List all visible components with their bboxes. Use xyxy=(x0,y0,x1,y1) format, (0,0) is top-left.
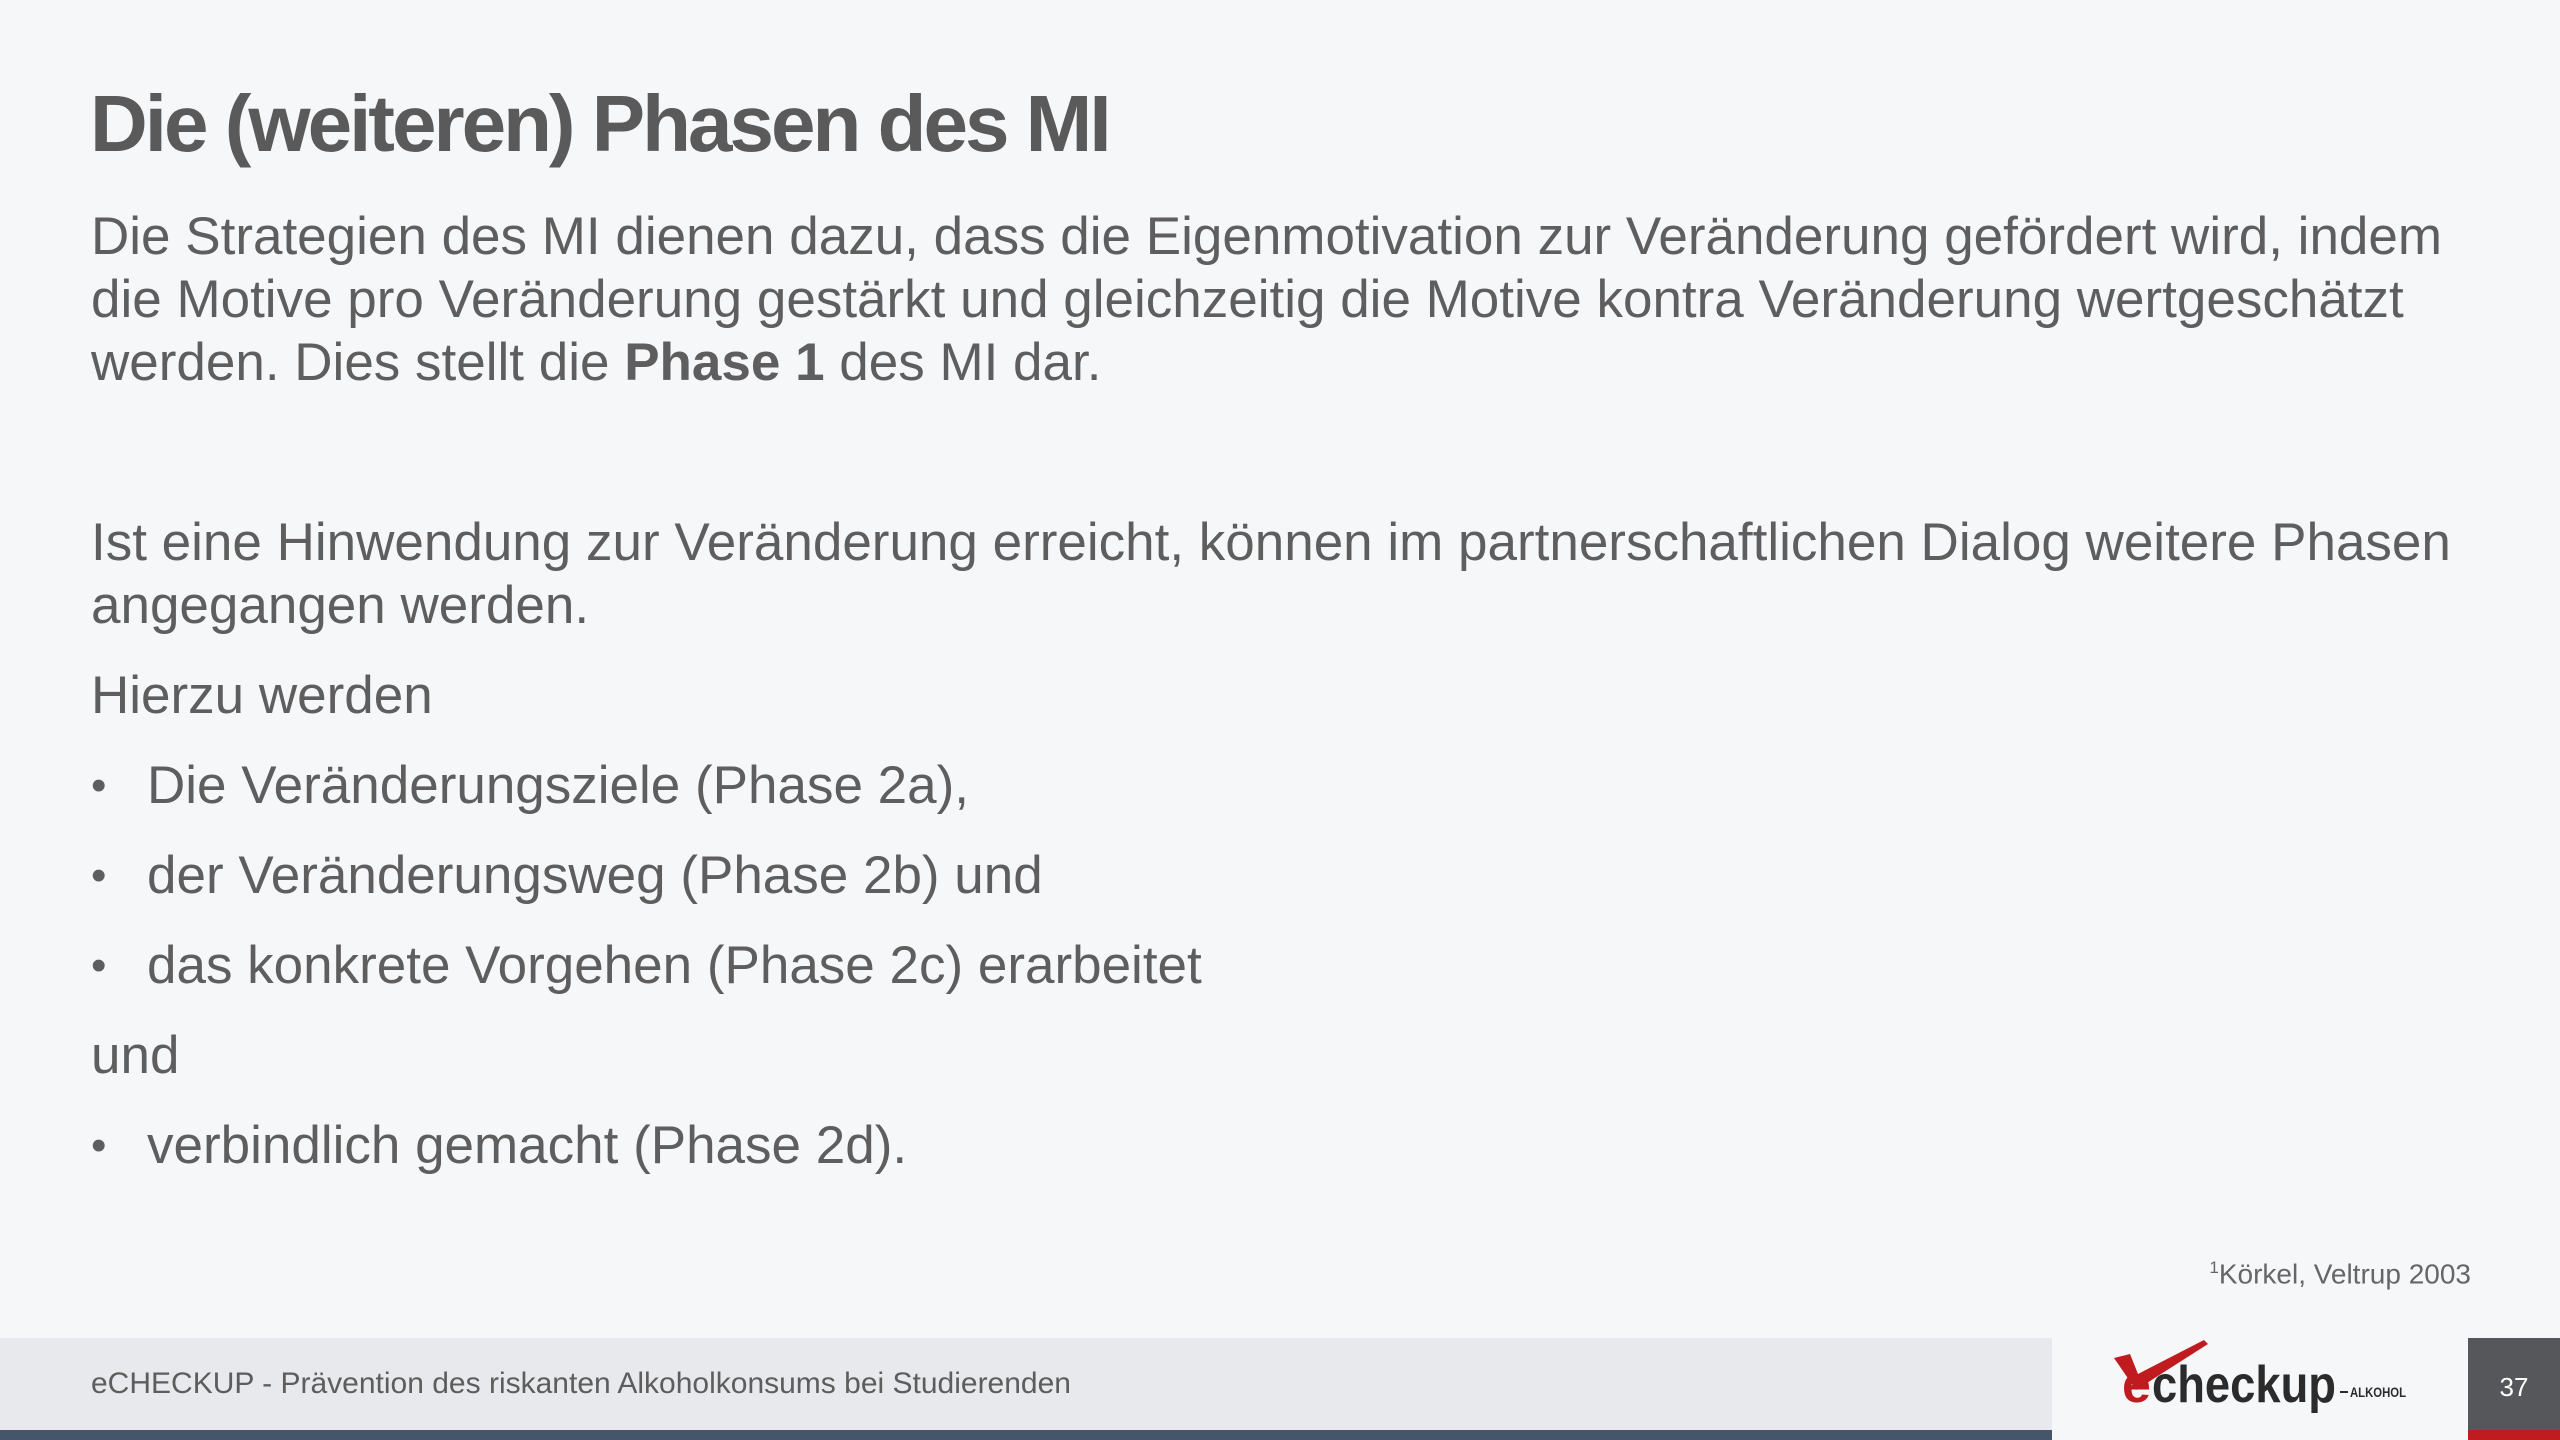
intro-text-end: des MI dar. xyxy=(824,333,1102,392)
logo-tagline: ALKOHOL xyxy=(2350,1384,2407,1400)
bullet-text: der Veränderungsweg (Phase 2b) und xyxy=(147,846,1043,905)
bullet-icon: • xyxy=(91,851,107,900)
echeckup-logo xyxy=(2108,1340,2418,1420)
bullet-icon: • xyxy=(91,1121,107,1170)
intro-paragraph xyxy=(91,205,2491,394)
page-number: 37 xyxy=(2499,1372,2529,1402)
logo-wordmark: checkup xyxy=(2152,1356,2336,1414)
bullet-icon: • xyxy=(91,941,107,990)
footer-accent-line xyxy=(0,1430,2052,1440)
intro-text: Die Strategien des MI dienen dazu, dass die Eigenmotivation zur Veränderung gefördert wird, indem die Motive pro Veränderung gestärkt und gleichzeitig die Motive kontra Veränderung wertgeschätzt werden. Dies stellt die xyxy=(91,207,2443,392)
bullet-icon: • xyxy=(91,761,107,810)
footer-text: eCHECKUP - Prävention des riskanten Alkoholkonsums bei Studierenden xyxy=(91,1367,1071,1400)
source-text: Körkel, Veltrup 2003 xyxy=(2218,1258,2471,1290)
bullet-item xyxy=(91,754,2491,817)
connector-text: und xyxy=(91,1026,180,1085)
phase-1-emphasis: Phase 1 xyxy=(624,333,825,392)
lead-in-text: Hierzu werden xyxy=(91,666,433,725)
phase-bullet-list-2 xyxy=(91,1114,2491,1177)
source-citation xyxy=(2209,1258,2471,1290)
bullet-item xyxy=(91,934,2491,997)
phase-bullet-list xyxy=(91,754,2491,997)
bullet-item xyxy=(91,844,2491,907)
bullet-text: das konkrete Vorgehen (Phase 2c) erarbeitet xyxy=(147,936,1202,995)
page-number-accent xyxy=(2468,1430,2560,1440)
slide-body xyxy=(91,205,2491,1177)
logo-letter-e: e xyxy=(2122,1356,2151,1414)
slide-title: Die (weiteren) Phasen des MI xyxy=(90,79,1109,168)
footnote-marker: 1 xyxy=(2209,1258,2219,1277)
bullet-text: Die Veränderungsziele (Phase 2a), xyxy=(147,756,969,815)
second-paragraph: Ist eine Hinwendung zur Veränderung erreicht, können im partnerschaftlichen Dialog weitere Phasen angegangen werden. xyxy=(91,513,2451,635)
bullet-text: verbindlich gemacht (Phase 2d). xyxy=(147,1116,908,1175)
bullet-item xyxy=(91,1114,2491,1177)
